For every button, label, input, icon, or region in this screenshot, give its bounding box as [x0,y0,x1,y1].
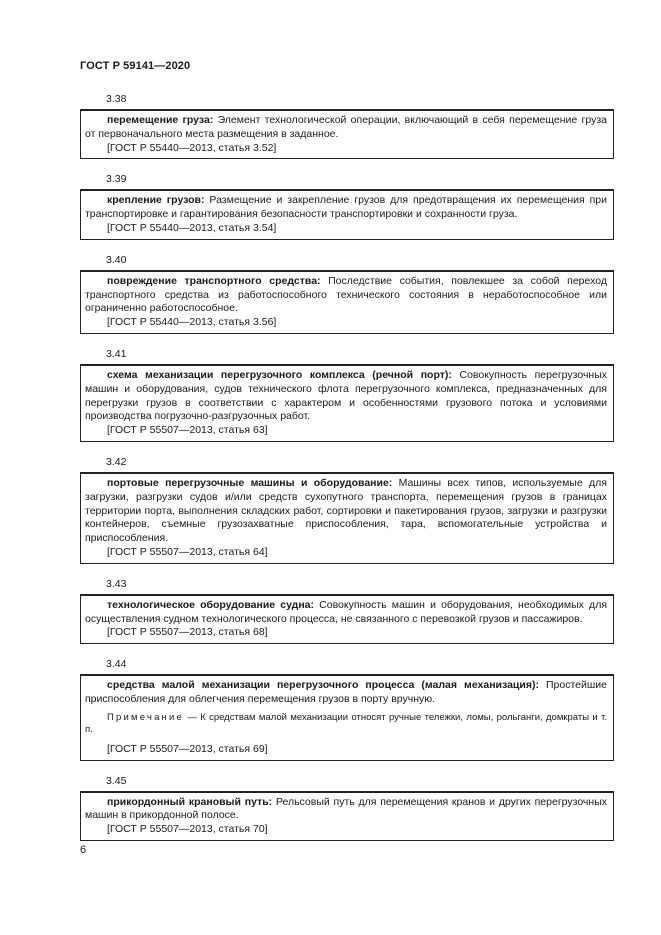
term-entry-3-45 [80,775,614,841]
term-entry-3-38 [80,93,614,159]
term-box [80,364,614,442]
term-text: Элемент технологической операции, включающий в себя перемещение груза от первоначального места размещения в заданное. [85,114,607,140]
term-number: 3.42 [106,455,127,468]
term-name: прикордонный крановый путь: [107,795,273,808]
term-number: 3.44 [106,658,127,671]
term-source: [ГОСТ Р 55440—2013, статья 3.54] [107,221,277,234]
term-text: Совокупность перегрузочных машин и оборудования, судов технического флота перегрузочного комплекса, предназначенных для перегрузки грузов в соответствии с характером и особенностями грузового потока и условиями производства погрузочно-разгрузочных работ. [85,368,608,423]
term-name: крепление грузов: [107,194,205,207]
term-number: 3.38 [106,93,127,105]
term-definition [85,114,607,142]
term-text: Последствие события, повлекшее за собой переход транспортного средства из работоспособного технического состояния в неработоспособное или ограниченно работоспособное. [85,274,607,315]
term-box [80,472,614,564]
term-source: [ГОСТ Р 55507—2013, статья 69] [107,742,268,755]
term-number: 3.39 [106,173,127,186]
term-entry-3-39 [80,173,614,239]
term-box [80,791,614,841]
term-box [80,109,614,159]
term-entry-3-43 [80,578,614,644]
terms-list [80,93,614,855]
term-entry-3-44 [80,658,614,760]
term-entry-3-41 [80,348,614,442]
term-box [80,270,614,334]
term-definition [85,477,607,546]
term-name: средства малой механизации перегрузочного процесса (малая механизация): [107,679,539,692]
term-text: Рельсовый путь для перемещения кранов и других перегрузочных машин в прикордонной полосе. [85,795,607,822]
term-definition [85,679,607,707]
page-number: 6 [80,844,87,856]
term-text: Машины всех типов, используемые для загрузки, разгрузки судов и/или средств сухопутного транспорта, перемещения грузов в границах территории порта, выполнения складских работ, сортировки и пакетирования грузов, загрузки и разгрузки контейнеров, съемные грузозахватные приспособления, тара, вспомогательные устройства и приспособления. [85,476,607,545]
term-text: Размещение и закрепление грузов для предотвращения их перемещения при транспортировке и гарантирования безопасности транспортировки и сохранности груза. [85,194,608,221]
term-source: [ГОСТ Р 55440—2013, статья 3.56] [107,316,277,329]
term-source: [ГОСТ Р 55507—2013, статья 70] [107,823,268,836]
term-definition [85,796,607,824]
term-definition [85,275,607,316]
term-box [80,594,614,644]
note-text: — К средствам малой механизации относят ручные тележки, ломы, рольганги, домкраты и т. п. [85,711,607,736]
term-source: [ГОСТ Р 55440—2013, статья 3.52] [107,141,277,154]
term-name: технологическое оборудование судна: [107,598,315,611]
term-entry-3-42 [80,456,614,564]
term-text: Простейшие приспособления для облегчения перемещения грузов в порту вручную. [85,679,607,705]
term-name: схема механизации перегрузочного комплекса (речной порт): [107,368,452,381]
term-source: [ГОСТ Р 55507—2013, статья 63] [107,424,268,437]
term-name: повреждение транспортного средства: [107,274,321,287]
term-box [80,189,614,239]
term-name: перемещение груза: [107,114,214,126]
term-definition [85,369,607,424]
term-number: 3.40 [106,253,127,266]
term-text: Совокупность машин и оборудования, необходимых для осуществления судном технологического процесса, не связанного с перевозкой грузов и пассажиров. [85,598,608,625]
term-definition [85,599,607,627]
term-number: 3.43 [106,577,127,590]
term-note [85,712,607,737]
term-box [80,674,614,760]
term-entry-3-40 [80,254,614,334]
term-name: портовые перегрузочные машины и оборудование: [107,476,393,489]
term-number: 3.45 [106,774,127,787]
term-number: 3.41 [106,347,127,360]
term-source: [ГОСТ Р 55507—2013, статья 64] [107,545,268,558]
term-source: [ГОСТ Р 55507—2013, статья 68] [107,626,268,639]
document-code: ГОСТ Р 59141—2020 [80,60,191,72]
term-definition [85,194,607,222]
note-label: Примечание [107,711,184,723]
